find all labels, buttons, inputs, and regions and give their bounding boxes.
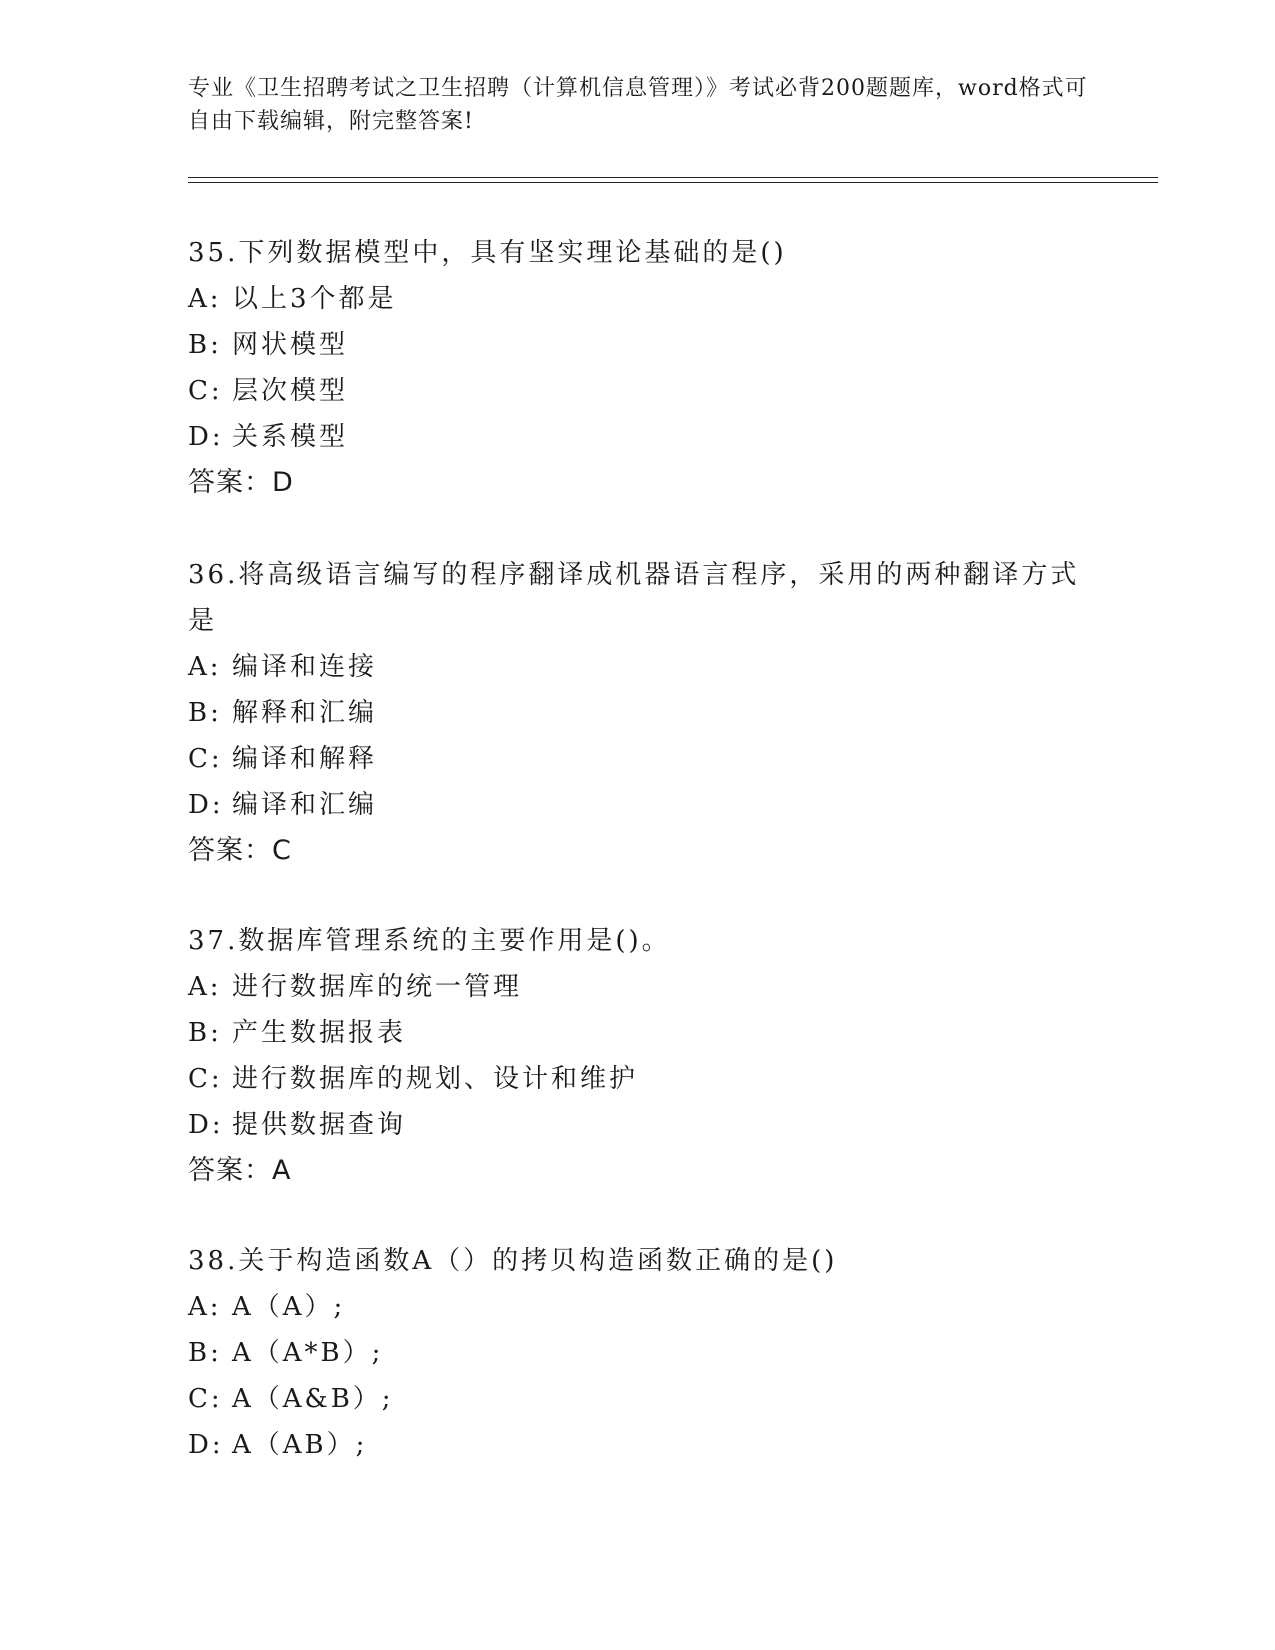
option-text: 进行数据库的统一管理: [232, 972, 523, 1002]
option-letter: A:: [188, 972, 222, 1002]
option-letter: B:: [188, 1018, 222, 1048]
option-letter: B:: [188, 698, 222, 728]
option-a: [188, 1284, 1088, 1330]
option-a: [188, 276, 1088, 322]
option-c: [188, 1376, 1088, 1422]
option-d: [188, 1422, 1088, 1468]
question-38: [188, 1238, 1088, 1468]
option-letter: C:: [188, 1064, 223, 1094]
option-text: 层次模型: [232, 376, 349, 406]
answer: 答案：C: [188, 835, 292, 866]
option-text: 以上3个都是: [232, 284, 397, 314]
answer: 答案：A: [188, 1155, 292, 1186]
header-divider-top: [188, 177, 1158, 178]
option-text: 编译和解释: [232, 744, 378, 774]
question-text: 37.数据库管理系统的主要作用是()。: [188, 926, 671, 956]
option-c: [188, 1056, 1088, 1102]
option-text: A（A*B）;: [232, 1338, 384, 1368]
option-letter: D:: [188, 1430, 224, 1460]
option-letter: B:: [188, 1338, 222, 1368]
option-a: [188, 644, 1088, 690]
option-letter: D:: [188, 422, 224, 452]
option-d: [188, 782, 1088, 828]
option-letter: C:: [188, 744, 223, 774]
question-text: 35.下列数据模型中，具有坚实理论基础的是(): [188, 238, 787, 268]
question-text: 36.将高级语言编写的程序翻译成机器语言程序，采用的两种翻译方式是: [188, 560, 1080, 636]
option-text: 网状模型: [232, 330, 349, 360]
option-c: [188, 736, 1088, 782]
option-letter: A:: [188, 284, 222, 314]
question-text: 38.关于构造函数A（）的拷贝构造函数正确的是(): [188, 1246, 838, 1276]
option-b: [188, 1330, 1088, 1376]
option-c: [188, 368, 1088, 414]
option-letter: D:: [188, 790, 224, 820]
option-b: [188, 690, 1088, 736]
option-text: 产生数据报表: [232, 1018, 407, 1048]
option-text: 提供数据查询: [232, 1110, 407, 1140]
option-b: [188, 1010, 1088, 1056]
option-text: A（A）;: [232, 1292, 346, 1322]
option-letter: C:: [188, 376, 223, 406]
option-d: [188, 1102, 1088, 1148]
option-letter: D:: [188, 1110, 224, 1140]
option-text: 解释和汇编: [232, 698, 378, 728]
answer: 答案：D: [188, 467, 294, 498]
question-36: [188, 552, 1088, 874]
question-35: [188, 230, 1088, 506]
document-header: 专业《卫生招聘考试之卫生招聘（计算机信息管理）》考试必背200题题库，word格式可自由下载编辑，附完整答案!: [188, 76, 1088, 134]
option-letter: C:: [188, 1384, 223, 1414]
option-text: 编译和汇编: [232, 790, 378, 820]
option-a: [188, 964, 1088, 1010]
option-letter: A:: [188, 652, 222, 682]
option-letter: B:: [188, 330, 222, 360]
option-text: A（A&B）;: [232, 1384, 394, 1414]
option-d: [188, 414, 1088, 460]
option-text: 关系模型: [232, 422, 349, 452]
option-text: 编译和连接: [232, 652, 378, 682]
option-text: A（AB）;: [232, 1430, 368, 1460]
option-text: 进行数据库的规划、设计和维护: [232, 1064, 639, 1094]
question-37: [188, 918, 1088, 1194]
option-b: [188, 322, 1088, 368]
option-letter: A:: [188, 1292, 222, 1322]
header-divider-bottom: [188, 182, 1158, 183]
